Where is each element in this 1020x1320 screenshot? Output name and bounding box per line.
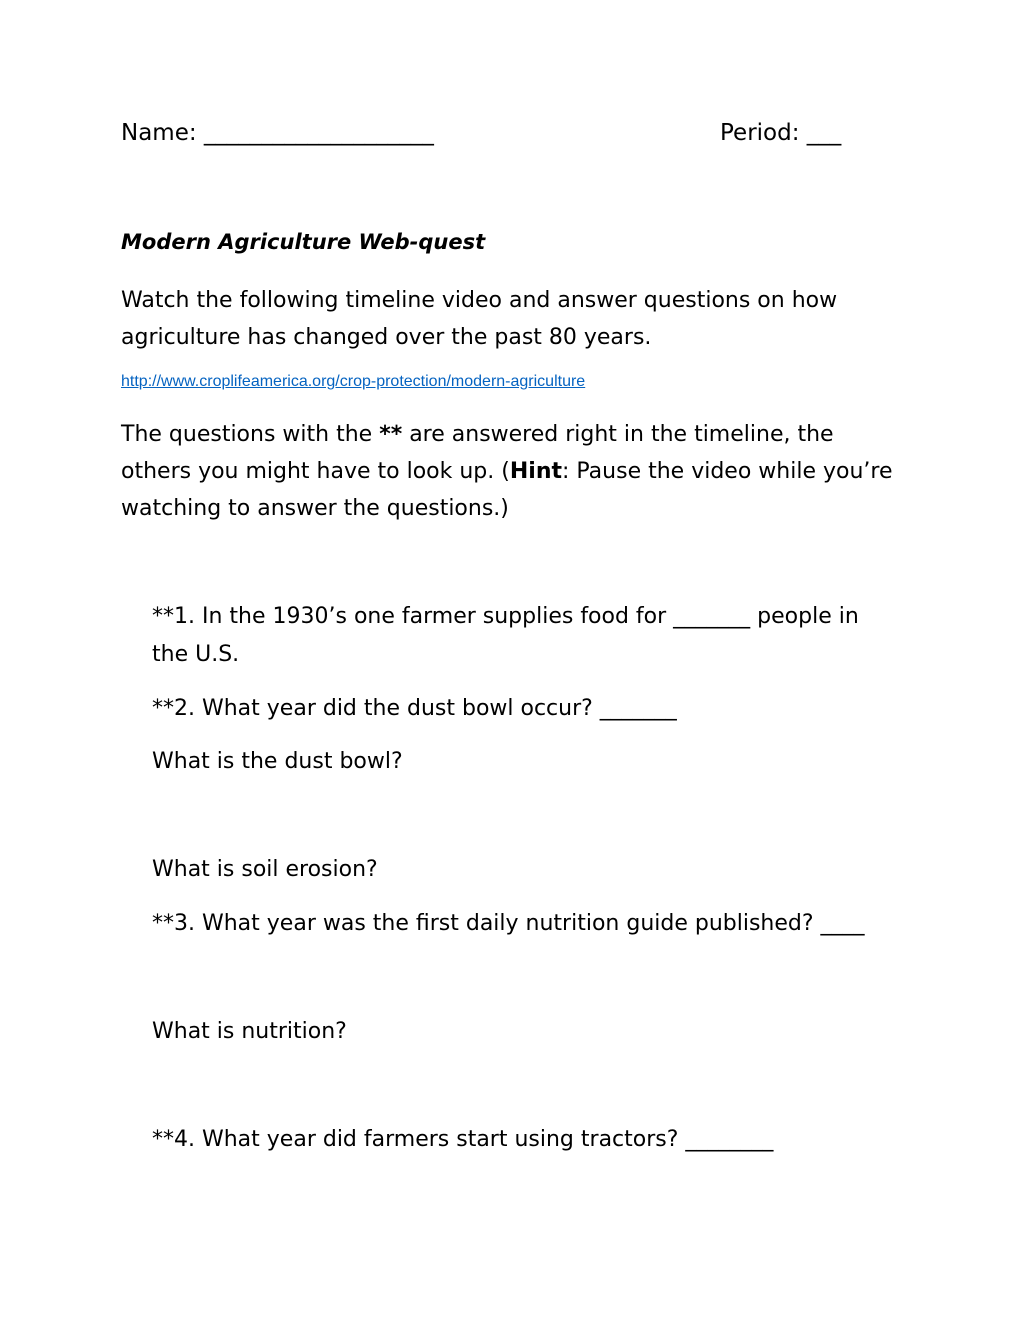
page-title: Modern Agriculture Web-quest [121,230,486,254]
intro-line-2: agriculture has changed over the past 80 years. [121,325,652,350]
question-1-line-2: the U.S. [152,642,240,667]
name-field-label: Name: ____________________ [121,120,434,146]
intro-line-1: Watch the following timeline video and answer questions on how [121,288,838,313]
period-field-label: Period: ___ [720,120,842,146]
instructions-line-1 [121,416,834,454]
question-1-line-1: **1. In the 1930’s one farmer supplies food for _______ people in [152,604,859,629]
instructions-text: : Pause the video while you’re [562,459,893,484]
instructions-text: others you might have to look up. ( [121,459,510,484]
instructions-line-2 [121,453,892,491]
timeline-video-link[interactable]: http://www.croplifeamerica.org/crop-protection/modern-agriculture [121,373,586,390]
instructions-text: are answered right in the timeline, the [402,422,834,447]
question-4: **4. What year did farmers start using tractors? ________ [152,1127,774,1152]
hint-label: Hint [509,459,562,484]
question-3a: What is nutrition? [152,1019,347,1044]
question-2a: What is the dust bowl? [152,749,403,774]
question-2: **2. What year did the dust bowl occur? _______ [152,696,677,721]
question-3: **3. What year was the first daily nutrition guide published? ____ [152,911,865,936]
instructions-line-3: watching to answer the questions.) [121,496,509,521]
instructions-text: The questions with the [121,422,380,447]
question-2b: What is soil erosion? [152,857,378,882]
stars-marker: ** [379,422,403,447]
